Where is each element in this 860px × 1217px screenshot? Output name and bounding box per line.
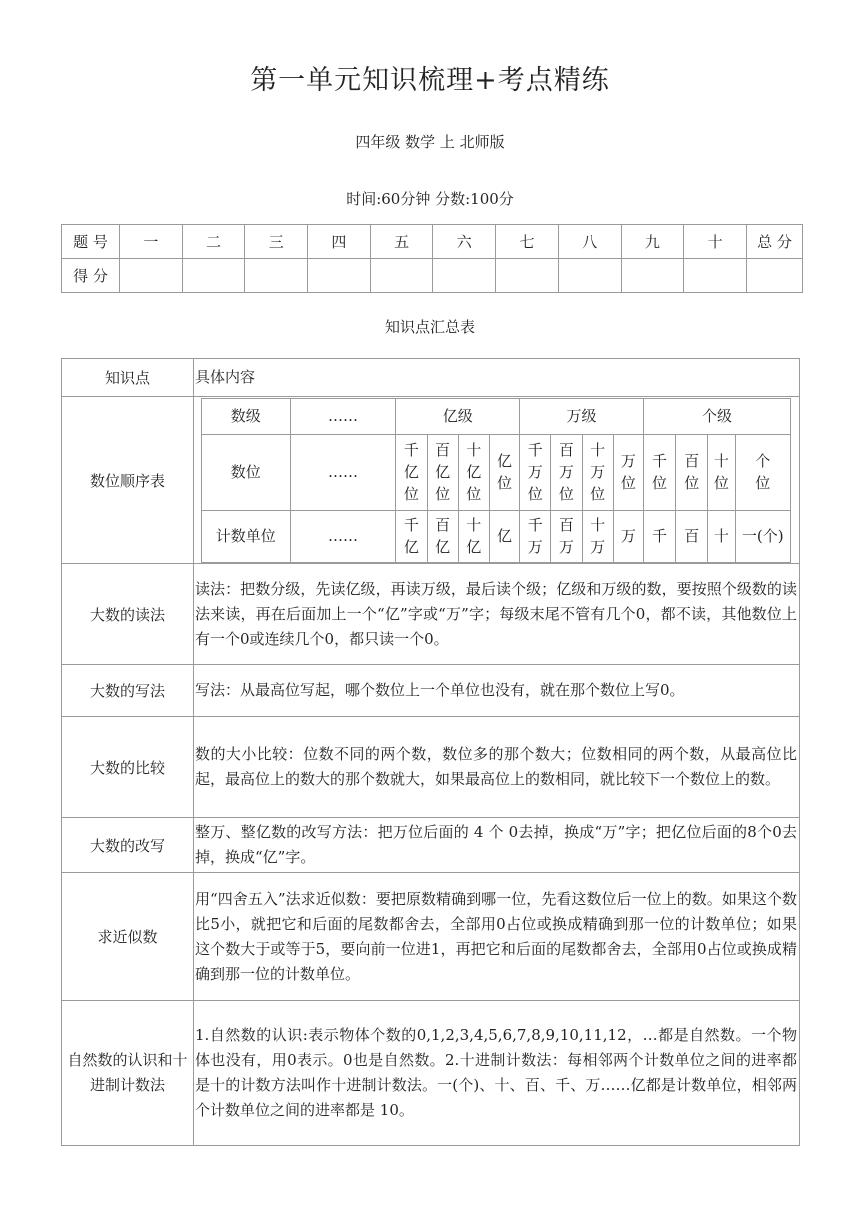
score-cell[interactable] [308, 259, 371, 293]
place-value-table [201, 398, 791, 563]
score-col: 十 [684, 225, 747, 259]
place-cell [676, 434, 708, 510]
knowledge-row [62, 564, 800, 665]
score-col: 二 [182, 225, 245, 259]
unit-name: 万 [620, 527, 636, 545]
score-table [61, 224, 803, 293]
place-cell [582, 434, 613, 510]
score-cell[interactable] [621, 259, 684, 293]
unit-cell [613, 510, 643, 562]
unit-name: 一(个) [741, 527, 784, 545]
header-knowledge-point: 知识点 [62, 359, 194, 397]
unit-cell [676, 510, 708, 562]
knowledge-content: 用“四舍五入”法求近似数：要把原数精确到哪一位，先看这数位后一位上的数。如果这个数比5小，就把它和后面的尾数都舍去，全部用0占位或换成精确到那一位的计数单位；如果这个数大于或等于5，要向前一位进1，再把它和后面的尾数都舍去，全部用0占位或换成精确到那一位的计数单位。 [194, 873, 800, 1001]
unit-name: 百 [684, 527, 700, 545]
unit-cell [582, 510, 613, 562]
place-cell [708, 434, 735, 510]
unit-cell [489, 510, 519, 562]
score-col: 一 [120, 225, 183, 259]
row-header: 数级 [202, 398, 291, 434]
unit-cell [427, 510, 458, 562]
place-cell [735, 434, 791, 510]
unit-cell [520, 510, 551, 562]
score-cell[interactable] [370, 259, 433, 293]
knowledge-label: 大数的比较 [62, 717, 194, 818]
place-name: 千亿位 [403, 441, 419, 503]
knowledge-row [62, 1001, 800, 1146]
score-row-label: 得 分 [62, 259, 120, 293]
knowledge-label: 大数的改写 [62, 818, 194, 873]
place-cell [551, 434, 582, 510]
ellipsis: …… [290, 510, 396, 562]
knowledge-content: 写法：从最高位写起，哪个数位上一个单位也没有，就在那个数位上写0。 [194, 665, 800, 717]
score-cell[interactable] [496, 259, 559, 293]
unit-name: 十 [713, 527, 729, 545]
place-name: 千位 [652, 452, 668, 492]
summary-title: 知识点汇总表 [384, 318, 475, 336]
place-name: 千万位 [527, 441, 543, 503]
score-col: 六 [433, 225, 496, 259]
score-header-row [62, 225, 803, 259]
unit-name: 百亿 [435, 516, 451, 556]
knowledge-label: 求近似数 [62, 873, 194, 1001]
place-cell [427, 434, 458, 510]
unit-name: 亿 [497, 527, 513, 545]
unit-cell [735, 510, 791, 562]
knowledge-label: 大数的写法 [62, 665, 194, 717]
unit-cell [708, 510, 735, 562]
class-cell: 万级 [520, 398, 644, 434]
score-cell[interactable] [433, 259, 496, 293]
score-cell[interactable] [182, 259, 245, 293]
knowledge-content: 数的大小比较：位数不同的两个数，数位多的那个数大；位数相同的两个数，从最高位比起，最高位上的数大的那个数就大，如果最高位上的数相同，就比较下一个数位上的数。 [194, 717, 800, 818]
page-title: 第一单元知识梳理+考点精练 [250, 65, 610, 96]
unit-name: 十万 [590, 516, 606, 556]
knowledge-table [61, 358, 800, 1146]
knowledge-label: 大数的读法 [62, 564, 194, 665]
place-row [202, 434, 791, 510]
place-cell [643, 434, 675, 510]
ellipsis: …… [290, 434, 396, 510]
class-cell: 个级 [643, 398, 790, 434]
place-name: 亿位 [497, 452, 513, 492]
row-header: 计数单位 [202, 510, 291, 562]
score-col: 八 [558, 225, 621, 259]
knowledge-row [62, 665, 800, 717]
place-value-label: 数位顺序表 [62, 397, 194, 564]
score-col: 九 [621, 225, 684, 259]
score-col: 四 [308, 225, 371, 259]
unit-cell [551, 510, 582, 562]
score-col: 七 [496, 225, 559, 259]
unit-name: 十亿 [466, 516, 482, 556]
unit-name: 千亿 [403, 516, 419, 556]
score-cell[interactable] [120, 259, 183, 293]
place-name: 百位 [684, 452, 700, 492]
score-total-cell[interactable] [747, 259, 803, 293]
time-info: 时间:60分钟 分数:100分 [346, 190, 514, 208]
score-cell[interactable] [558, 259, 621, 293]
score-total-label: 总 分 [747, 225, 803, 259]
score-col: 三 [245, 225, 308, 259]
page-subtitle: 四年级 数学 上 北师版 [355, 133, 505, 151]
class-row [202, 398, 791, 434]
place-name: 万位 [620, 452, 636, 492]
knowledge-row [62, 717, 800, 818]
knowledge-content: 整万、整亿数的改写方法：把万位后面的 4 个 0去掉，换成“万”字；把亿位后面的8个0去掉，换成“亿”字。 [194, 818, 800, 873]
knowledge-content: 1.自然数的认识:表示物体个数的0,1,2,3,4,5,6,7,8,9,10,11,12，…都是自然数。一个物体也没有，用0表示。0也是自然数。2.十进制计数法：每相邻两个计数单位之间的进率都是十的计数方法叫作十进制计数法。一(个)、十、百、千、万……亿都是计数单位，相邻两个计数单位之间的进率都是 10。 [194, 1001, 800, 1146]
score-row-label: 题 号 [62, 225, 120, 259]
place-cell [613, 434, 643, 510]
place-name: 个位 [755, 452, 771, 492]
score-value-row [62, 259, 803, 293]
header-content: 具体内容 [194, 359, 800, 397]
ellipsis: …… [290, 398, 396, 434]
place-value-row [62, 397, 800, 564]
knowledge-content: 读法：把数分级，先读亿级，再读万级，最后读个级；亿级和万级的数，要按照个级数的读法来读，再在后面加上一个“亿”字或“万”字；每级末尾不管有几个0，都不读，其他数位上有一个0或连续几个0，都只读一个0。 [194, 564, 800, 665]
place-name: 百亿位 [435, 441, 451, 503]
knowledge-header-row [62, 359, 800, 397]
unit-name: 百万 [558, 516, 574, 556]
unit-name: 千 [652, 527, 668, 545]
place-cell [489, 434, 519, 510]
row-header: 数位 [202, 434, 291, 510]
unit-row [202, 510, 791, 562]
unit-name: 千万 [527, 516, 543, 556]
knowledge-label: 自然数的认识和十进制计数法 [62, 1001, 194, 1146]
place-name: 百万位 [558, 441, 574, 503]
knowledge-row [62, 873, 800, 1001]
score-cell[interactable] [245, 259, 308, 293]
knowledge-row [62, 818, 800, 873]
unit-cell [643, 510, 675, 562]
unit-cell [396, 510, 427, 562]
score-cell[interactable] [684, 259, 747, 293]
score-col: 五 [370, 225, 433, 259]
place-name: 十万位 [590, 441, 606, 503]
place-name: 十位 [713, 452, 729, 492]
place-name: 十亿位 [466, 441, 482, 503]
place-cell [520, 434, 551, 510]
place-cell [458, 434, 489, 510]
class-cell: 亿级 [396, 398, 520, 434]
place-cell [396, 434, 427, 510]
unit-cell [458, 510, 489, 562]
place-value-cell [194, 397, 800, 564]
